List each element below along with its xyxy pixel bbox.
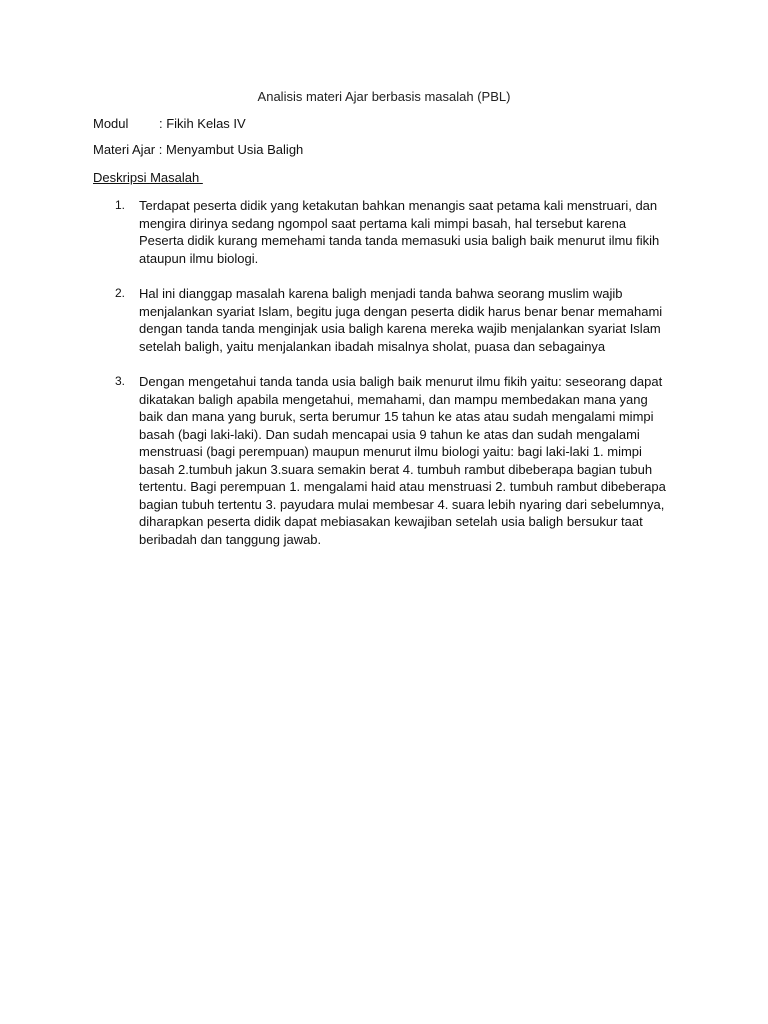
list-item-text: Hal ini dianggap masalah karena baligh menjadi tanda bahwa seorang muslim wajib menjalankan syariat Islam, begitu juga dengan peserta didik harus benar benar memahami dengan tanda tanda menginjak usia baligh karena mereka wajib menjalankan syariat Islam setelah baligh, yaitu menjalankan ibadah misalnya sholat, puasa dan sebagainya (139, 286, 663, 354)
list-item (93, 373, 673, 548)
list-item-number: 3. (115, 374, 126, 388)
list-item-text: Terdapat peserta didik yang ketakutan bahkan menangis saat petama kali menstruari, dan mengira dirinya sedang ngompol saat pertama kali mimpi basah, hal tersebut karena Peserta didik kurang memehami tanda tanda memasuki usia baligh baik menurut ilmu fikih ataupun ilmu biologi. (139, 198, 660, 266)
section-heading: Deskripsi Masalah (93, 170, 203, 185)
list-item-number: 2. (115, 286, 126, 300)
modul-row (93, 115, 246, 132)
list-item (93, 285, 673, 355)
modul-label: Modul (93, 116, 129, 131)
list-item-text: Dengan mengetahui tanda tanda usia baligh baik menurut ilmu fikih yaitu: seseorang dapat dikatakan baligh apabila mengetahui, memahami, dan mampu membedakan mana yang baik dan mana yang buruk, serta berumur 15 tahun ke atas atau sudah mengalami mimpi basah (bagi laki-laki). Dan sudah mencapai usia 9 tahun ke atas dan sudah mengalami menstruasi (bagi perempuan) maupun menurut ilmu biologi yaitu: bagi laki-laki 1. mimpi basah 2.tumbuh jakun 3.suara semakin berat 4. tumbuh rambut dibeberapa bagian tubuh tertentu. Bagi perempuan 1. mengalami haid atau menstruasi 2. tumbuh rambut dibeberapa bagian tubuh tertentu 3. payudara mulai membesar 4. suara lebih nyaring dari sebelumnya, diharapkan peserta didik dapat mebiasakan kewajiban setelah usia baligh bersukur taat beribadah dan tanggung jawab. (139, 374, 666, 547)
document-title: Analisis materi Ajar berbasis masalah (PBL) (257, 89, 511, 104)
list-item (93, 197, 673, 267)
list-item-number: 1. (115, 198, 126, 212)
materi-value: : Menyambut Usia Baligh (158, 142, 304, 157)
modul-value: : Fikih Kelas IV (159, 116, 246, 131)
materi-row (93, 141, 303, 158)
materi-label: Materi Ajar (93, 142, 156, 157)
